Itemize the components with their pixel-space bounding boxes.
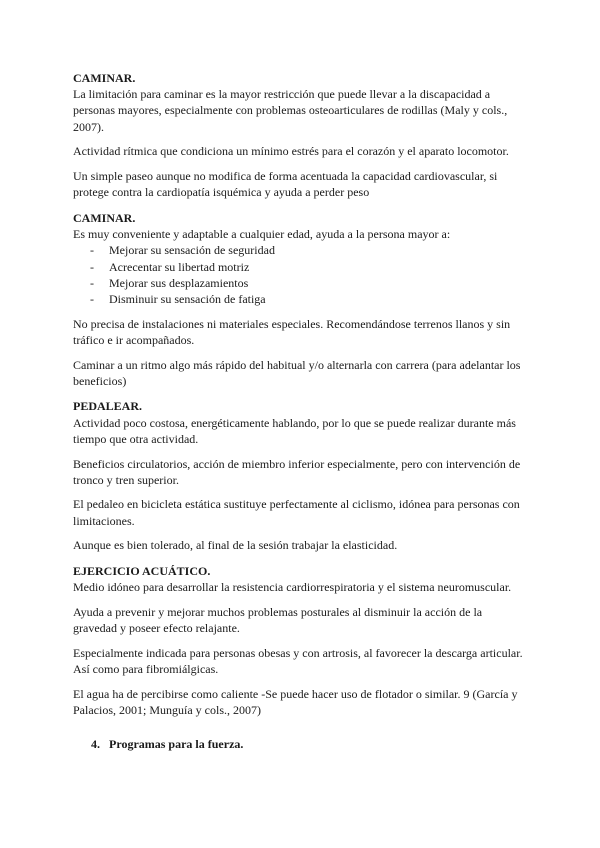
list-item: [73, 291, 525, 307]
paragraph: No precisa de instalaciones ni materiales especiales. Recomendándose terrenos llanos y sin tráfico e ir acompañados.: [73, 316, 511, 347]
paragraph: Ayuda a prevenir y mejorar muchos problemas posturales al disminuir la acción de la gravedad y poseer efecto relajante.: [73, 604, 483, 636]
section-heading: EJERCICIO ACUÁTICO.: [73, 564, 211, 579]
section-ejercicio-acuatico: [73, 563, 525, 718]
dash-bullet: -: [90, 259, 94, 274]
list-item: [73, 242, 525, 258]
heading-text: Programas para la fuerza.: [109, 737, 244, 752]
section-pedalear: [73, 398, 525, 553]
paragraph: Caminar a un ritmo algo más rápido del habitual y/o alternarla con carrera (para adelantar los beneficios): [73, 357, 521, 388]
paragraph: La limitación para caminar es la mayor restricción que puede llevar a la discapacidad a personas mayores, especialmente con problemas osteoarticulares de rodillas (Maly y cols., 2007).: [73, 87, 508, 134]
list-item-text: Acrecentar su libertad motriz: [109, 259, 250, 274]
paragraph: Especialmente indicada para personas obesas y con artrosis, al favorecer la descarga articular. Así como para fibromiálgicas.: [73, 645, 523, 677]
list-item-text: Mejorar sus desplazamientos: [109, 275, 249, 290]
paragraph-intro: Es muy conveniente y adaptable a cualquier edad, ayuda a la persona mayor a:: [73, 227, 451, 242]
paragraph: El agua ha de percibirse como caliente -Se puede hacer uso de flotador o similar. 9 (García y Palacios, 2001; Munguía y cols., 2007): [73, 686, 518, 717]
section-heading: CAMINAR.: [73, 71, 136, 85]
section-heading: CAMINAR.: [73, 210, 136, 225]
benefits-list: [73, 242, 525, 307]
paragraph: Actividad poco costosa, energéticamente hablando, por lo que se puede realizar durante más tiempo que otra actividad.: [73, 415, 516, 446]
section-caminar-2: [73, 210, 525, 389]
paragraph: Un simple paseo aunque no modifica de forma acentuada la capacidad cardiovascular, si protege contra la cardiopatía isquémica y ayuda a perder peso: [73, 169, 498, 200]
paragraph: El pedaleo en bicicleta estática sustituye perfectamente al ciclismo, idónea para personas con limitaciones.: [73, 497, 520, 528]
numbered-heading: [73, 736, 525, 752]
section-heading: PEDALEAR.: [73, 399, 143, 414]
dash-bullet: -: [90, 275, 94, 290]
dash-bullet: -: [90, 243, 94, 258]
document-page: [73, 70, 525, 752]
list-item: [73, 259, 525, 275]
paragraph: Beneficios circulatorios, acción de miembro inferior especialmente, pero con intervención de tronco y tren superior.: [73, 456, 521, 487]
paragraph: Medio idóneo para desarrollar la resistencia cardiorrespiratoria y el sistema neuromuscular.: [73, 580, 512, 595]
list-item-text: Mejorar su sensación de seguridad: [109, 243, 275, 258]
section-caminar-1: [73, 70, 525, 200]
dash-bullet: -: [90, 291, 94, 306]
list-item-text: Disminuir su sensación de fatiga: [109, 291, 266, 306]
heading-number: 4.: [91, 737, 100, 752]
list-item: [73, 275, 525, 291]
paragraph: Actividad rítmica que condiciona un mínimo estrés para el corazón y el aparato locomotor.: [73, 144, 509, 159]
paragraph: Aunque es bien tolerado, al final de la sesión trabajar la elasticidad.: [73, 538, 398, 553]
